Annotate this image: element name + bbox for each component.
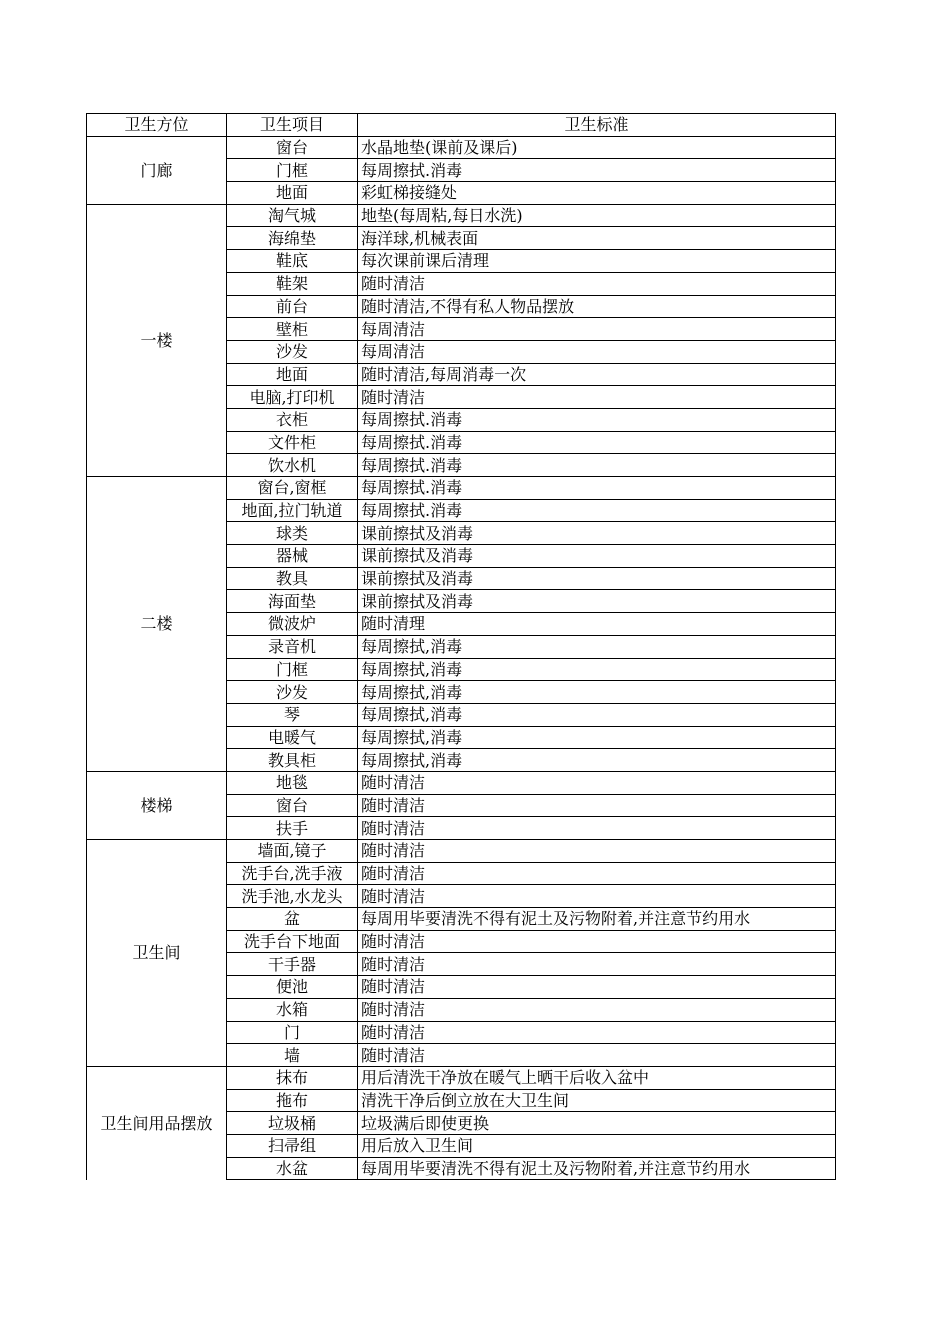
standard-cell: 随时清洁 <box>358 953 836 976</box>
standard-cell: 课前擦拭及消毒 <box>358 590 836 613</box>
item-cell: 扶手 <box>227 817 358 840</box>
standard-cell: 随时清洁 <box>358 862 836 885</box>
standard-cell: 随时清洁 <box>358 930 836 953</box>
table-body <box>87 136 836 1180</box>
item-cell: 水盆 <box>227 1157 358 1180</box>
item-cell: 琴 <box>227 703 358 726</box>
standard-cell: 海洋球,机械表面 <box>358 227 836 250</box>
area-cell: 门廊 <box>87 136 227 204</box>
item-cell: 洗手台,洗手液 <box>227 862 358 885</box>
item-cell: 器械 <box>227 545 358 568</box>
standard-cell: 每周擦拭.消毒 <box>358 499 836 522</box>
standard-cell: 随时清洁 <box>358 771 836 794</box>
hygiene-standards-table <box>86 113 836 1180</box>
item-cell: 录音机 <box>227 635 358 658</box>
standard-cell: 随时清洁 <box>358 272 836 295</box>
standard-cell: 每周用毕要清洗不得有泥土及污物附着,并注意节约用水 <box>358 1157 836 1180</box>
item-cell: 盆 <box>227 908 358 931</box>
item-cell: 地毯 <box>227 771 358 794</box>
standard-cell: 每周清洁 <box>358 340 836 363</box>
item-cell: 洗手台下地面 <box>227 930 358 953</box>
table-row <box>87 477 836 500</box>
standard-cell: 清洗干净后倒立放在大卫生间 <box>358 1089 836 1112</box>
standard-cell: 课前擦拭及消毒 <box>358 567 836 590</box>
item-cell: 鞋底 <box>227 250 358 273</box>
standard-cell: 随时清洁,每周消毒一次 <box>358 363 836 386</box>
item-cell: 地面 <box>227 363 358 386</box>
standard-cell: 每周擦拭.消毒 <box>358 477 836 500</box>
item-cell: 海面垫 <box>227 590 358 613</box>
standard-cell: 每周擦拭.消毒 <box>358 431 836 454</box>
item-cell: 便池 <box>227 976 358 999</box>
table-row <box>87 204 836 227</box>
standard-cell: 每周擦拭.消毒 <box>358 159 836 182</box>
standard-cell: 每周擦拭.消毒 <box>358 408 836 431</box>
item-cell: 洗手池,水龙头 <box>227 885 358 908</box>
item-cell: 垃圾桶 <box>227 1112 358 1135</box>
item-cell: 前台 <box>227 295 358 318</box>
area-cell: 二楼 <box>87 477 227 772</box>
item-cell: 门 <box>227 1021 358 1044</box>
item-cell: 电脑,打印机 <box>227 386 358 409</box>
area-cell: 楼梯 <box>87 771 227 839</box>
standard-cell: 每周用毕要清洗不得有泥土及污物附着,并注意节约用水 <box>358 908 836 931</box>
table-row <box>87 840 836 863</box>
item-cell: 窗台,窗框 <box>227 477 358 500</box>
item-cell: 海绵垫 <box>227 227 358 250</box>
standard-cell: 每周擦拭,消毒 <box>358 658 836 681</box>
header-row <box>87 114 836 137</box>
item-cell: 水箱 <box>227 998 358 1021</box>
item-cell: 微波炉 <box>227 613 358 636</box>
header-standard: 卫生标准 <box>358 114 836 137</box>
item-cell: 球类 <box>227 522 358 545</box>
table-row <box>87 1066 836 1089</box>
standard-cell: 彩虹梯接缝处 <box>358 182 836 205</box>
item-cell: 教具 <box>227 567 358 590</box>
standard-cell: 随时清洁 <box>358 817 836 840</box>
area-cell: 卫生间用品摆放 <box>87 1066 227 1179</box>
standard-cell: 随时清洁 <box>358 1044 836 1067</box>
standard-cell: 每周擦拭.消毒 <box>358 454 836 477</box>
standard-cell: 垃圾满后即使更换 <box>358 1112 836 1135</box>
item-cell: 墙 <box>227 1044 358 1067</box>
item-cell: 墙面,镜子 <box>227 840 358 863</box>
item-cell: 教具柜 <box>227 749 358 772</box>
standard-cell: 课前擦拭及消毒 <box>358 522 836 545</box>
area-cell: 卫生间 <box>87 840 227 1067</box>
item-cell: 窗台 <box>227 136 358 159</box>
item-cell: 鞋架 <box>227 272 358 295</box>
item-cell: 沙发 <box>227 681 358 704</box>
item-cell: 窗台 <box>227 794 358 817</box>
standard-cell: 每周擦拭,消毒 <box>358 681 836 704</box>
standard-cell: 随时清洁 <box>358 794 836 817</box>
table-row <box>87 136 836 159</box>
standard-cell: 用后清洗干净放在暖气上晒干后收入盆中 <box>358 1066 836 1089</box>
standard-cell: 每周擦拭,消毒 <box>358 749 836 772</box>
item-cell: 门框 <box>227 159 358 182</box>
item-cell: 干手器 <box>227 953 358 976</box>
item-cell: 抹布 <box>227 1066 358 1089</box>
standard-cell: 每周擦拭,消毒 <box>358 703 836 726</box>
standard-cell: 课前擦拭及消毒 <box>358 545 836 568</box>
item-cell: 饮水机 <box>227 454 358 477</box>
area-cell: 一楼 <box>87 204 227 476</box>
standard-cell: 随时清洁 <box>358 998 836 1021</box>
item-cell: 衣柜 <box>227 408 358 431</box>
standard-cell: 随时清洁 <box>358 1021 836 1044</box>
standard-cell: 水晶地垫(课前及课后) <box>358 136 836 159</box>
standard-cell: 随时清洁,不得有私人物品摆放 <box>358 295 836 318</box>
standard-cell: 每次课前课后清理 <box>358 250 836 273</box>
standard-cell: 地垫(每周粘,每日水洗) <box>358 204 836 227</box>
standard-cell: 每周清洁 <box>358 318 836 341</box>
item-cell: 壁柜 <box>227 318 358 341</box>
item-cell: 拖布 <box>227 1089 358 1112</box>
item-cell: 地面,拉门轨道 <box>227 499 358 522</box>
item-cell: 电暖气 <box>227 726 358 749</box>
standard-cell: 每周擦拭,消毒 <box>358 635 836 658</box>
standard-cell: 随时清洁 <box>358 386 836 409</box>
standard-cell: 用后放入卫生间 <box>358 1134 836 1157</box>
item-cell: 地面 <box>227 182 358 205</box>
standard-cell: 随时清洁 <box>358 885 836 908</box>
header-item: 卫生项目 <box>227 114 358 137</box>
item-cell: 沙发 <box>227 340 358 363</box>
standard-cell: 随时清洁 <box>358 976 836 999</box>
standard-cell: 每周擦拭,消毒 <box>358 726 836 749</box>
standard-cell: 随时清理 <box>358 613 836 636</box>
item-cell: 淘气城 <box>227 204 358 227</box>
item-cell: 扫帚组 <box>227 1134 358 1157</box>
header-area: 卫生方位 <box>87 114 227 137</box>
item-cell: 门框 <box>227 658 358 681</box>
item-cell: 文件柜 <box>227 431 358 454</box>
table-row <box>87 771 836 794</box>
standard-cell: 随时清洁 <box>358 840 836 863</box>
